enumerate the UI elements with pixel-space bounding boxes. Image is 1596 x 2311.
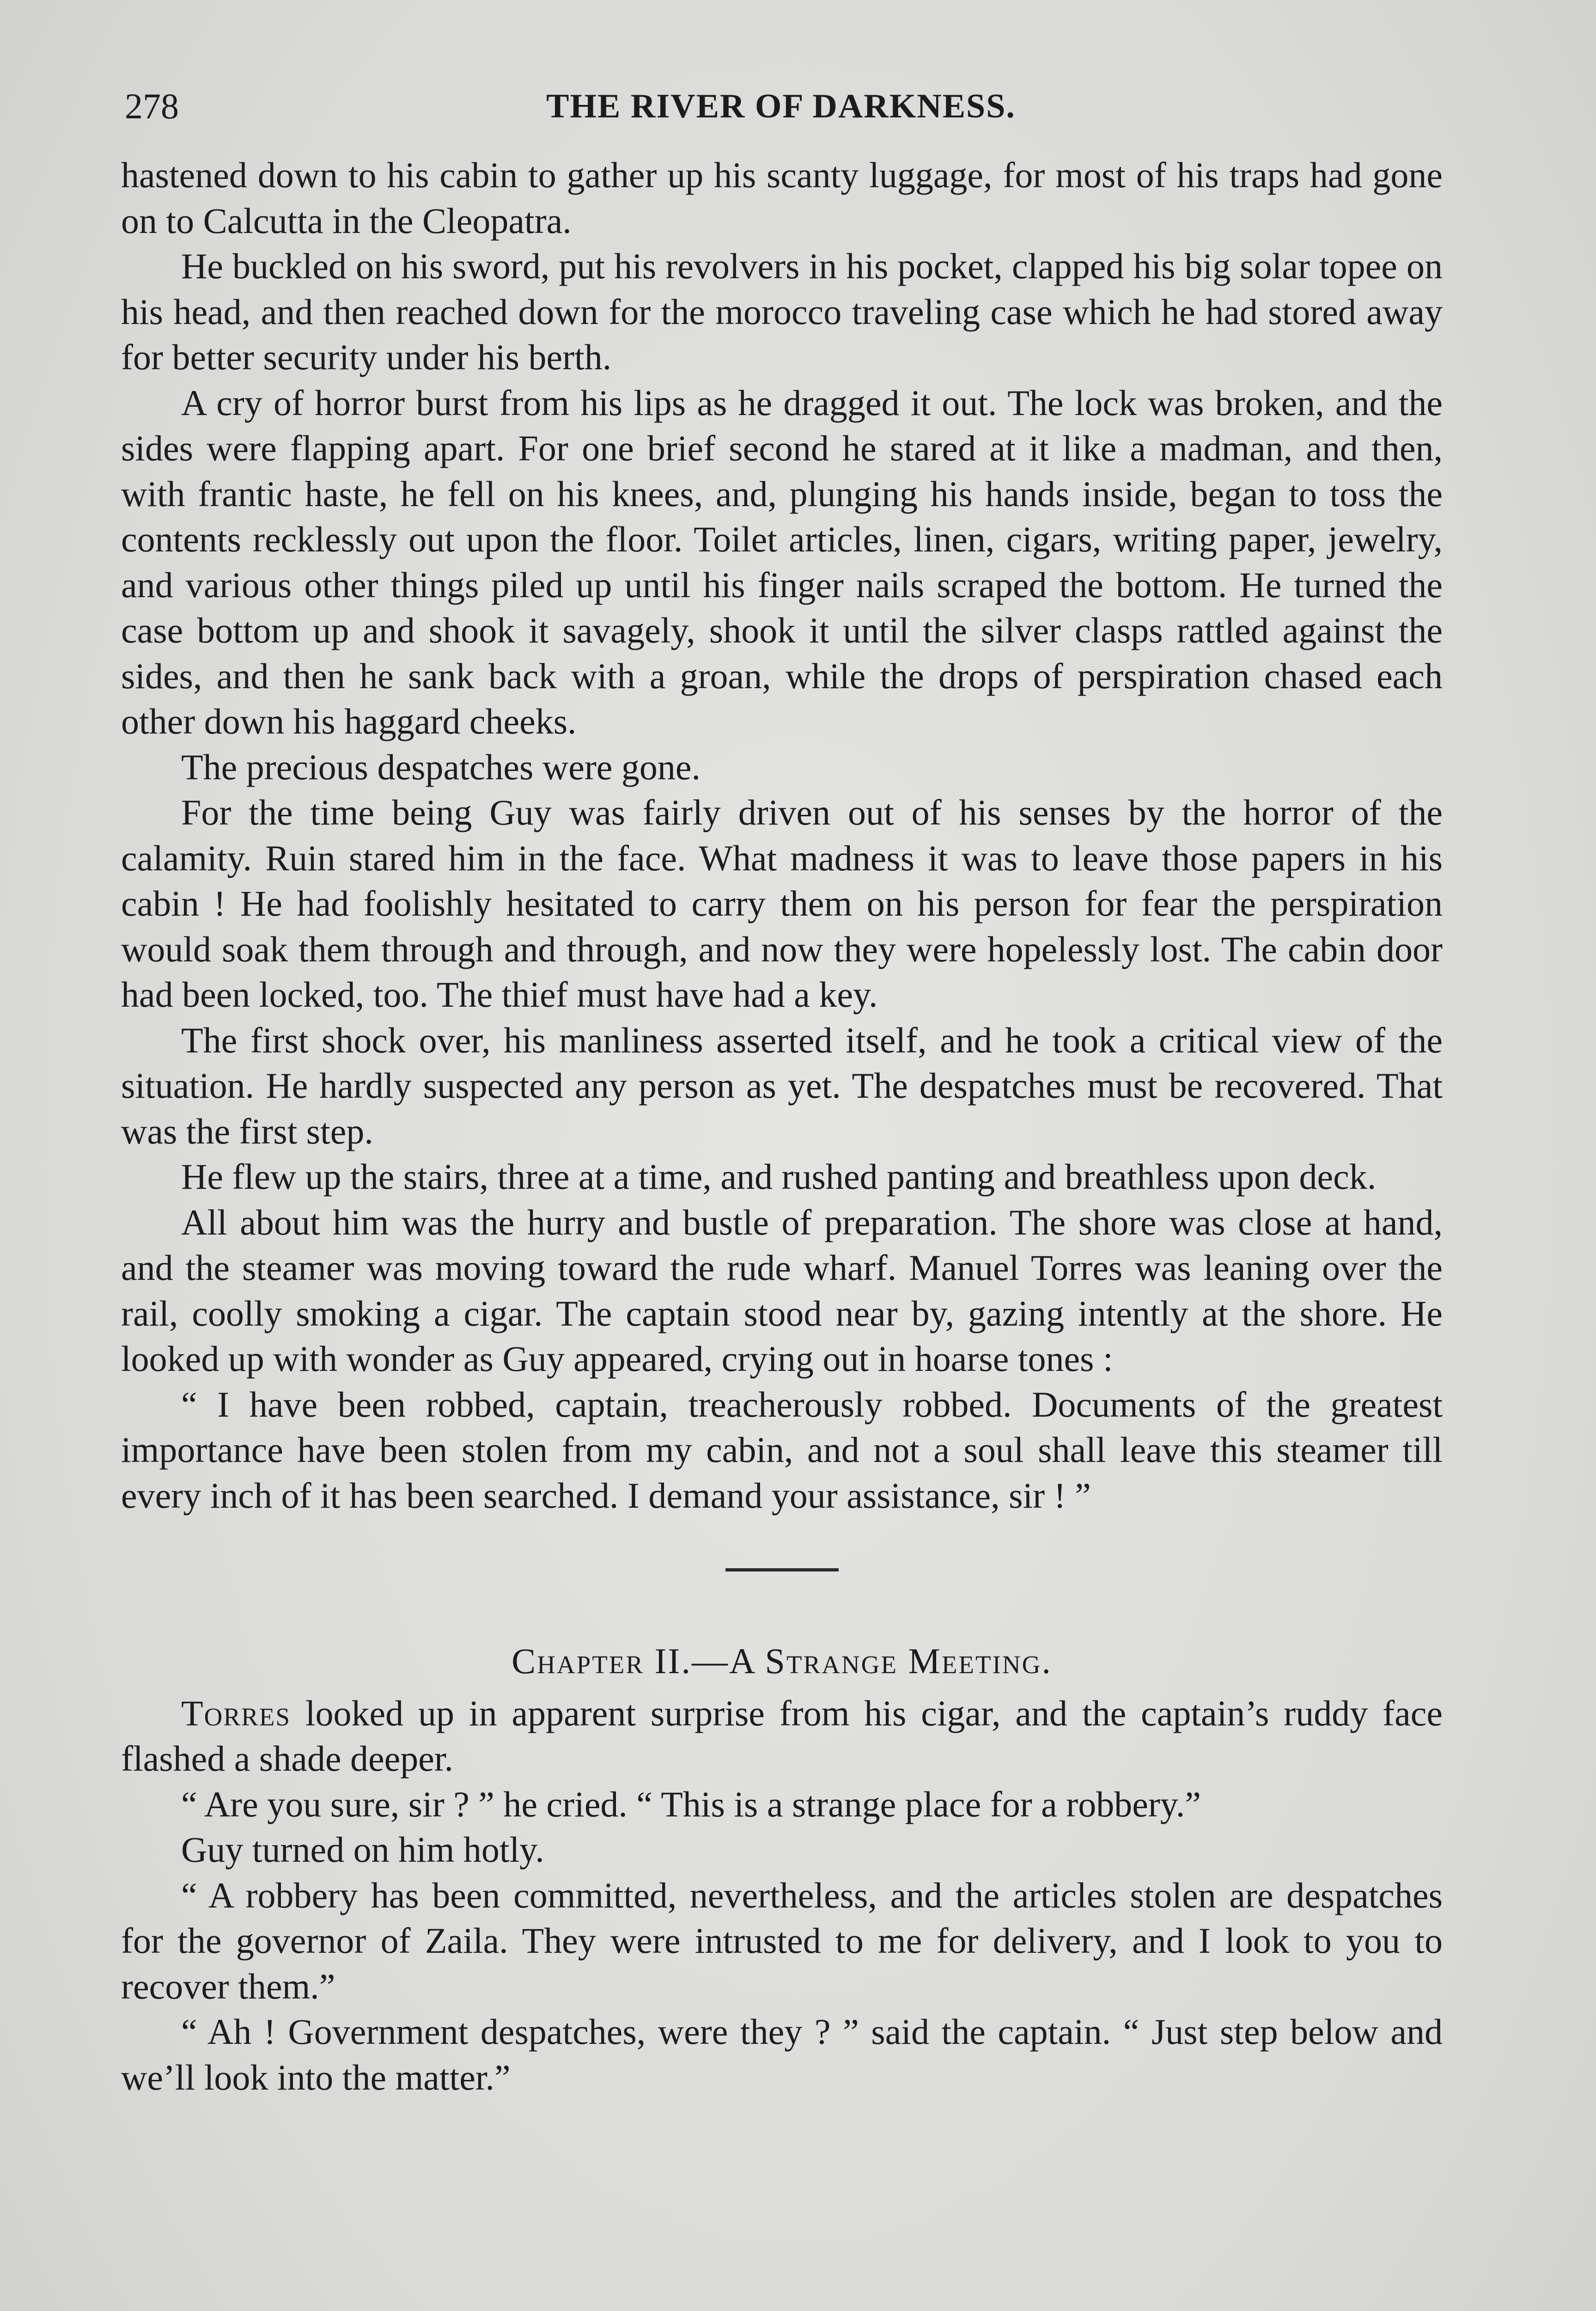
paragraph: He buckled on his sword, put his revolvers in his pocket, clapped his big solar topee on his head, and then reached down for the morocco traveling case which he had stored away for better security under his berth.: [121, 246, 1443, 377]
chapter-first-paragraph: [121, 1691, 1443, 1782]
paragraph: The precious despatches were gone.: [181, 746, 701, 787]
paragraph: “ I have been robbed, captain, treacherously robbed. Documents of the greatest importance have been stolen from my cabin, and not a soul shall leave this steamer till every inch of it has been searched. I demand your assistance, sir ! ”: [121, 1384, 1443, 1516]
paragraph: Guy turned on him hotly.: [181, 1829, 544, 1870]
horizontal-rule: [725, 1568, 839, 1571]
paragraph: “ A robbery has been committed, nevertheless, and the articles stolen are despatches for the governor of Zaila. They were intrusted to me for delivery, and I look to you to recover them.”: [121, 1875, 1443, 2006]
paragraph: All about him was the hurry and bustle of preparation. The shore was close at hand, and the steamer was moving toward the rude wharf. Manuel Torres was leaning over the rail, coolly smoking a cigar. The captain stood near by, gazing intently at the shore. He looked up with wonder as Guy appeared, crying out in hoarse tones :: [121, 1202, 1443, 1379]
paragraph: For the time being Guy was fairly driven out of his senses by the horror of the calamity. Ruin stared him in the face. What madness it was to leave those papers in his cabin ! He had foolishly hesitated to carry them on his person for fear the perspiration would soak them through and through, and now they were hopelessly lost. The cabin door had been locked, too. The thief must have had a key.: [121, 792, 1443, 1015]
chapter-heading: Chapter II.—A Strange Meeting.: [512, 1641, 1052, 1681]
body-text: [121, 153, 1443, 2100]
paragraph: The first shock over, his manliness asserted itself, and he took a critical view of the situation. He hardly suspected any person as yet. The despatches must be recovered. That was the first step.: [121, 1020, 1443, 1151]
chapter-first-paragraph-text: looked up in apparent surprise from his cigar, and the captain’s ruddy face flashed a shade deeper.: [121, 1693, 1443, 1779]
paragraph: He flew up the stairs, three at a time, and rushed panting and breathless upon deck.: [181, 1156, 1377, 1197]
paragraph: “ Ah ! Government despatches, were they ? ” said the captain. “ Just step below and we’ll look into the matter.”: [121, 2011, 1443, 2097]
page-number: 278: [125, 86, 179, 126]
paragraph: A cry of horror burst from his lips as he dragged it out. The lock was broken, and the sides were flapping apart. For one brief second he stared at it like a madman, and then, with frantic haste, he fell on his knees, and, plunging his hands inside, began to toss the contents recklessly out upon the floor. Toilet articles, linen, cigars, writing paper, jewelry, and various other things piled up until his finger nails scraped the bottom. He turned the case bottom up and shook it savagely, shook it until the silver clasps rattled against the sides, and then he sank back with a groan, while the drops of perspiration chased each other down his haggard cheeks.: [121, 382, 1443, 741]
paragraph: hastened down to his cabin to gather up his scanty luggage, for most of his traps had gone on to Calcutta in the Cleopatra.: [121, 155, 1443, 241]
page-header: [125, 81, 1437, 132]
paragraph: “ Are you sure, sir ? ” he cried. “ This is a strange place for a robbery.”: [181, 1784, 1201, 1824]
chapter-first-word: Torres: [181, 1693, 291, 1733]
section-divider: [121, 1518, 1443, 1638]
running-title: THE RIVER OF DARKNESS.: [546, 87, 1016, 125]
